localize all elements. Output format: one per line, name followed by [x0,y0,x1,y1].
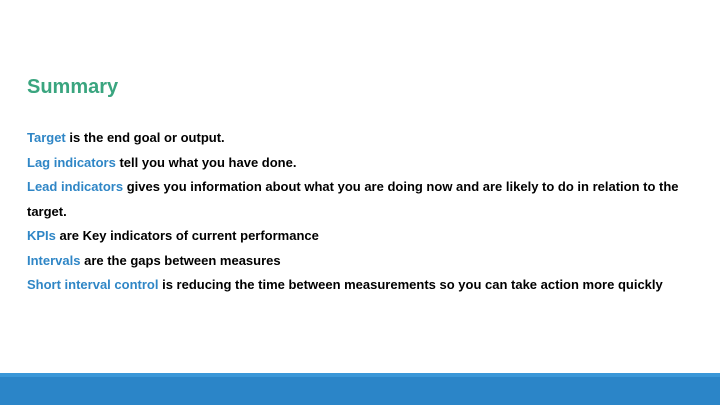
definition-lead-indicators: gives you information about what you are doing now and are likely to do in relation to the target. [27,179,679,219]
summary-item-lead-indicators [27,175,702,224]
summary-list [27,126,702,298]
definition-intervals: are the gaps between measures [80,252,281,268]
definition-kpis: are Key indicators of current performance [55,228,319,243]
footer-bar [0,373,720,405]
term-kpis: KPIs [27,228,56,243]
definition-lag-indicators: tell you what you have done. [115,154,297,170]
footer-accent-line [0,373,720,377]
summary-item-short-interval-control [27,273,702,298]
summary-item-intervals [27,249,702,274]
term-short-interval-control: Short interval control [27,277,159,292]
term-lag-indicators: Lag indicators [27,154,116,170]
definition-target: is the end goal or output. [65,130,225,145]
summary-item-target [27,126,702,151]
term-target: Target [27,130,66,145]
summary-item-kpis [27,224,702,249]
term-lead-indicators: Lead indicators [27,179,124,194]
term-intervals: Intervals [27,252,81,268]
summary-item-lag-indicators [27,151,702,176]
definition-short-interval-control: is reducing the time between measurements so you can take action more quickly [158,277,663,292]
slide-title: Summary [27,76,119,98]
